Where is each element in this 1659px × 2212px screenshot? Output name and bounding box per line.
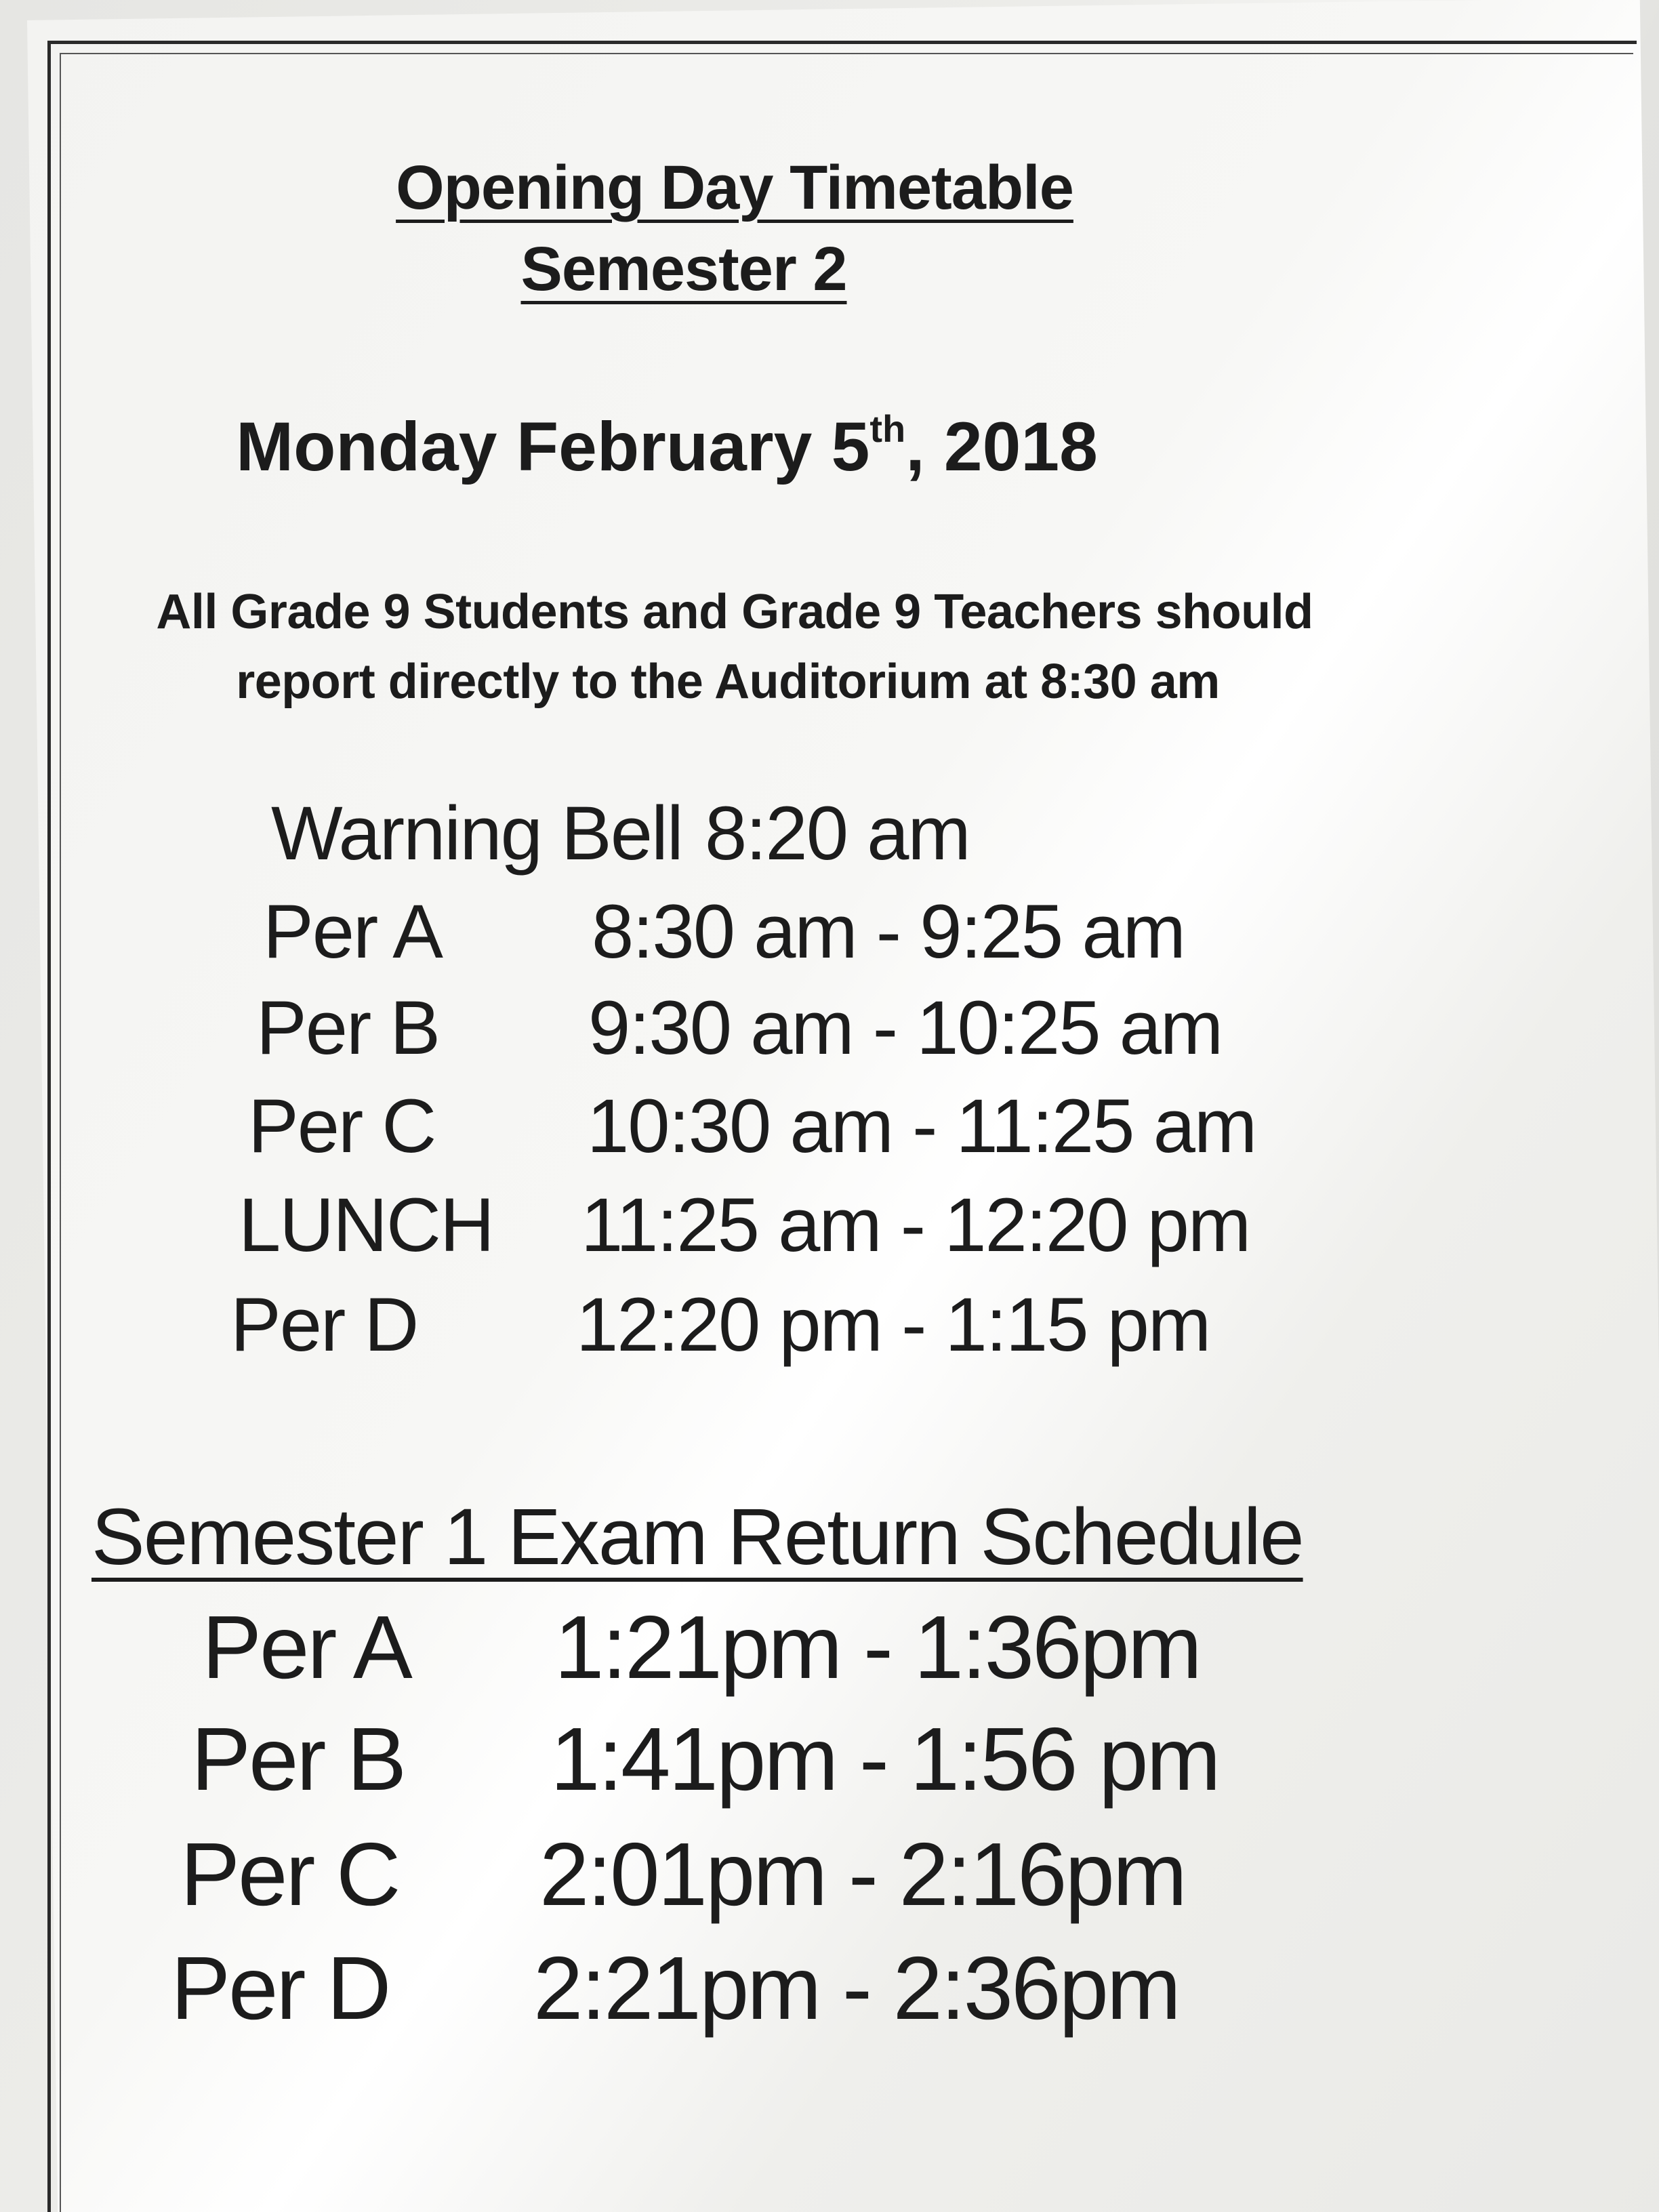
schedule-label: Per B [256,985,440,1070]
exam-time: 2:01pm - 2:16pm [539,1824,1185,1924]
schedule-label: LUNCH [239,1183,493,1267]
exam-time: 1:21pm - 1:36pm [554,1597,1200,1697]
exam-label: Per A [202,1597,411,1697]
exam-schedule-heading: Semester 1 Exam Return Schedule [91,1492,1303,1582]
schedule-label: Per A [263,889,442,974]
schedule-time: 11:25 am - 12:20 pm [581,1183,1250,1267]
date-line [0,407,1496,487]
date-year: , 2018 [905,408,1098,485]
document-title: Opening Day Timetable [396,153,1073,222]
date-ordinal-suffix: th [869,407,906,450]
exam-label: Per D [171,1938,390,2038]
exam-label: Per B [191,1709,405,1809]
schedule-time: 8:20 am [705,791,970,876]
schedule-time: 12:20 pm - 1:15 pm [576,1282,1210,1367]
notice-line-1: All Grade 9 Students and Grade 9 Teachers should [156,585,1313,639]
document-subtitle: Semester 2 [520,234,847,304]
exam-time: 1:41pm - 1:56 pm [550,1709,1219,1809]
schedule-label: Per C [248,1084,436,1168]
schedule-label: Per D [230,1282,418,1367]
schedule-time: 10:30 am - 11:25 am [587,1084,1256,1168]
schedule-time: 9:30 am - 10:25 am [588,985,1223,1070]
schedule-time: 8:30 am - 9:25 am [592,889,1185,974]
exam-time: 2:21pm - 2:36pm [533,1938,1179,2038]
date-prefix: Monday February 5 [236,408,870,485]
notice-line-2: report directly to the Auditorium at 8:30 am [236,655,1220,709]
exam-label: Per C [180,1824,399,1924]
schedule-label: Warning Bell [271,791,682,876]
